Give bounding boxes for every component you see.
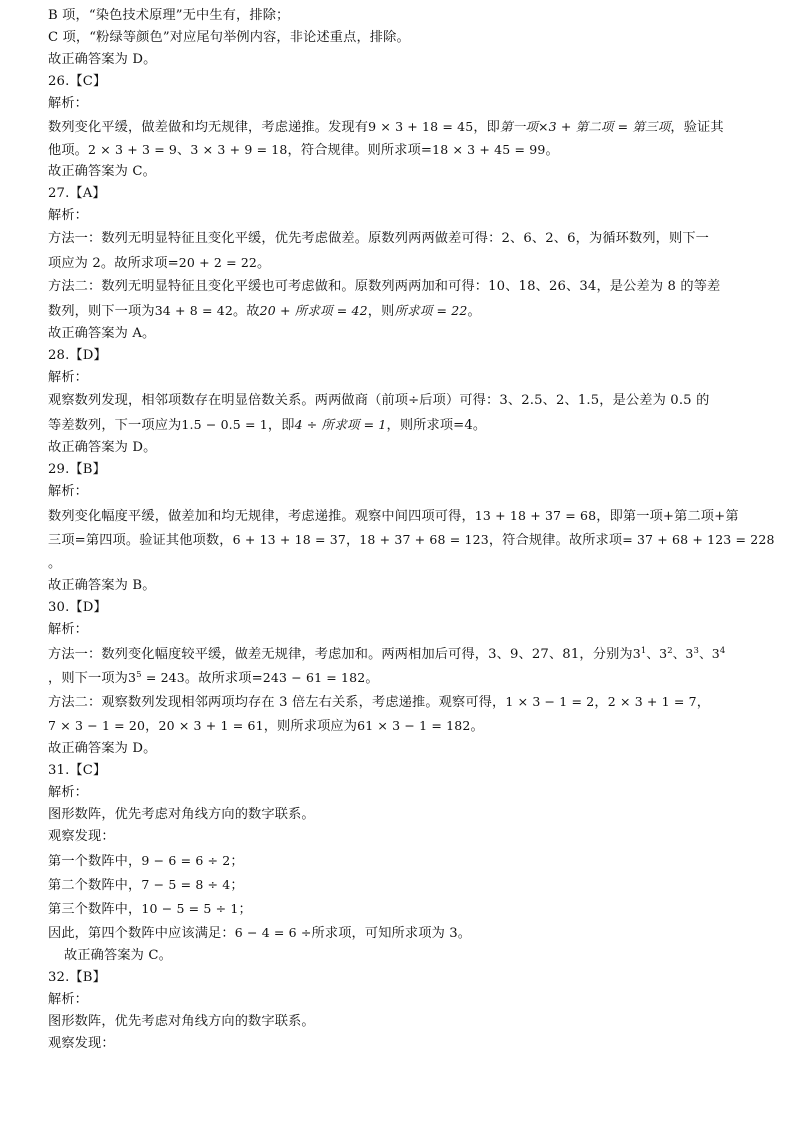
text: 。 bbox=[545, 143, 559, 158]
exponent: 2 bbox=[667, 646, 673, 656]
formula bbox=[128, 670, 185, 685]
power-base: 、3 bbox=[672, 646, 694, 661]
formula: = 37 + 68 + 123 = 228 bbox=[622, 532, 775, 547]
formula: 10 − 5 = 5 ÷ 1 bbox=[141, 901, 239, 916]
text: 。 bbox=[470, 719, 484, 734]
text: ，即第一项+第二项+第 bbox=[596, 509, 739, 524]
analysis-label: 解析： bbox=[48, 370, 89, 385]
text: ，则所求项=4。 bbox=[386, 418, 487, 433]
text-line: 图形数阵，优先考虑对角线方向的数字联系。 bbox=[48, 807, 315, 822]
text: 、 bbox=[177, 143, 191, 158]
exponent: 5 bbox=[136, 670, 142, 680]
question-number: 27.【A】 bbox=[48, 186, 106, 201]
formula: 18 × 3 + 45 = 99 bbox=[432, 142, 546, 157]
power-base: 3 bbox=[128, 670, 137, 685]
text: 所求项，可知所求项为 3。 bbox=[311, 926, 472, 941]
question-number: 31.【C】 bbox=[48, 763, 107, 778]
text-line: 观察发现： bbox=[48, 829, 115, 844]
text-line bbox=[48, 142, 559, 159]
formula: 4 ÷ 所求项 = 1 bbox=[294, 417, 387, 432]
text-line: 图形数阵，优先考虑对角线方向的数字联系。 bbox=[48, 1014, 315, 1029]
question-number: 26.【C】 bbox=[48, 74, 107, 89]
text-line bbox=[48, 718, 484, 735]
text-line bbox=[48, 119, 724, 136]
text: 项应为 2。故所求项= bbox=[48, 256, 179, 271]
question-number: 30.【D】 bbox=[48, 600, 107, 615]
text: ，则下一项为 bbox=[48, 671, 129, 686]
formula: 6 − 4 = 6 ÷ bbox=[234, 925, 312, 940]
text: 第二个数阵中， bbox=[48, 878, 142, 893]
text: 三项=第四项。验证其他项数， bbox=[48, 533, 233, 548]
text-line: C 项，“粉绿等颜色”对应尾句举例内容，非论述重点，排除。 bbox=[48, 30, 410, 45]
formula: 61 × 3 − 1 = 182 bbox=[357, 718, 471, 733]
text-line: 方法二：数列无明显特征且变化平缓也可考虑做和。原数列两两加和可得：10、18、26、34，是公差为 8 的等差 bbox=[48, 279, 721, 294]
text: ，则所求项应为 bbox=[263, 719, 358, 734]
text: 数列变化幅度平缓，做差加和均无规律，考虑递推。观察中间四项可得， bbox=[48, 509, 475, 524]
text: 第三个数阵中， bbox=[48, 902, 142, 917]
text-line bbox=[48, 532, 775, 549]
text: 。故 bbox=[232, 304, 260, 319]
exponent: 3 bbox=[693, 646, 700, 656]
text: ， bbox=[696, 695, 711, 710]
text: 他项。 bbox=[48, 143, 89, 158]
formula bbox=[633, 646, 726, 661]
text-line: 故正确答案为 C。 bbox=[48, 164, 156, 179]
text-line bbox=[48, 255, 270, 272]
formula: 3 × 3 + 9 = 18 bbox=[190, 142, 288, 157]
text: 。 bbox=[467, 304, 481, 319]
text-line bbox=[48, 417, 486, 434]
formula: 9 − 6 = 6 ÷ 2 bbox=[141, 853, 231, 868]
text: ； bbox=[238, 902, 252, 917]
text: 。故所求项= bbox=[184, 671, 263, 686]
text: ，即 bbox=[473, 120, 501, 135]
exponent: 1 bbox=[640, 646, 647, 656]
formula: 13 + 18 + 37 = 68 bbox=[474, 508, 597, 523]
text: ； bbox=[230, 878, 244, 893]
text: 第一个数阵中， bbox=[48, 854, 142, 869]
text: 数列变化平缓，做差做和均无规律，考虑递推。发现有 bbox=[48, 120, 369, 135]
text-line: 观察数列发现，相邻项数存在明显倍数关系。两两做商（前项÷后项）可得：3、2.5、2、1.5，是公差为 0.5 的 bbox=[48, 393, 710, 408]
text-line: 。 bbox=[48, 556, 62, 571]
formula: 9 × 3 + 18 = 45 bbox=[368, 119, 474, 134]
text-line: B 项，“染色技术原理”无中生有，排除； bbox=[48, 8, 290, 23]
text: 。 bbox=[365, 671, 379, 686]
text-line bbox=[48, 303, 481, 320]
formula: 34 + 8 = 42 bbox=[154, 303, 233, 318]
text: 等差数列，下一项应为 bbox=[48, 418, 182, 433]
text-line: 故正确答案为 D。 bbox=[48, 52, 157, 67]
formula: 18 + 37 + 68 = 123 bbox=[359, 532, 489, 547]
formula: 7 − 5 = 8 ÷ 4 bbox=[141, 877, 231, 892]
power-base: 、3 bbox=[699, 646, 720, 661]
analysis-label: 解析： bbox=[48, 785, 89, 800]
formula: 243 − 61 = 182 bbox=[262, 670, 366, 685]
text: 数列，则下一项为 bbox=[48, 304, 155, 319]
text-line: 故正确答案为 A。 bbox=[48, 326, 156, 341]
analysis-label: 解析： bbox=[48, 208, 89, 223]
text: ， bbox=[145, 719, 159, 734]
text: ，即 bbox=[267, 418, 295, 433]
text-line: 故正确答案为 D。 bbox=[48, 440, 157, 455]
text-line bbox=[48, 508, 739, 525]
formula: 2 × 3 + 3 = 9 bbox=[88, 142, 178, 157]
text-line bbox=[48, 694, 710, 711]
text-line bbox=[48, 646, 725, 664]
analysis-label: 解析： bbox=[48, 484, 89, 499]
formula: 7 × 3 − 1 = 20 bbox=[48, 718, 146, 733]
formula: 第一项×3 + 第二项 = 第三项 bbox=[500, 119, 671, 134]
question-number: 29.【B】 bbox=[48, 462, 106, 477]
text-line: 方法一：数列无明显特征且变化平缓，优先考虑做差。原数列两两做差可得：2、6、2、6，为循环数列，则下一 bbox=[48, 231, 710, 246]
formula: 20 + 2 = 22 bbox=[178, 255, 258, 270]
text: ， bbox=[345, 533, 360, 548]
text-line bbox=[48, 877, 244, 894]
text-line: 故正确答案为 D。 bbox=[48, 741, 157, 756]
formula: 20 + 所求项 = 42 bbox=[259, 303, 368, 318]
power-base: 、3 bbox=[646, 646, 668, 661]
text-line bbox=[48, 925, 471, 942]
analysis-label: 解析： bbox=[48, 992, 89, 1007]
text-line bbox=[48, 901, 252, 918]
text-line bbox=[48, 670, 379, 688]
formula: 2 × 3 + 1 = 7 bbox=[607, 694, 697, 709]
question-number: 32.【B】 bbox=[48, 970, 106, 985]
text-line: 故正确答案为 B。 bbox=[48, 578, 156, 593]
formula: 所求项 = 22 bbox=[394, 303, 468, 318]
formula-rest: = 243 bbox=[141, 670, 185, 685]
text: 因此，第四个数阵中应该满足： bbox=[48, 926, 235, 941]
text: 方法一：数列变化幅度较平缓，做差无规律，考虑加和。两两相加后可得，3、9、27、81，分别为 bbox=[48, 647, 633, 662]
formula: 6 + 13 + 18 = 37 bbox=[232, 532, 346, 547]
text: 方法二：观察数列发现相邻两项均存在 3 倍左右关系，考虑递推。观察可得， bbox=[48, 695, 506, 710]
text: ； bbox=[230, 854, 244, 869]
formula: 20 × 3 + 1 = 61 bbox=[158, 718, 264, 733]
text: ，则 bbox=[367, 304, 395, 319]
question-number: 28.【D】 bbox=[48, 348, 107, 363]
power-base: 3 bbox=[632, 646, 641, 661]
text: ，验证其 bbox=[670, 120, 724, 135]
formula: 1.5 − 0.5 = 1 bbox=[181, 417, 268, 432]
analysis-label: 解析： bbox=[48, 96, 89, 111]
text: ，符合规律。故所求项 bbox=[488, 533, 623, 548]
text-line: 观察发现： bbox=[48, 1036, 115, 1051]
analysis-label: 解析： bbox=[48, 622, 89, 637]
text: 。 bbox=[257, 256, 271, 271]
text-line: 故正确答案为 C。 bbox=[64, 948, 172, 963]
text: ，符合规律。则所求项= bbox=[287, 143, 433, 158]
formula: 1 × 3 − 1 = 2 bbox=[505, 694, 595, 709]
text: ， bbox=[594, 695, 608, 710]
exponent: 4 bbox=[719, 646, 726, 656]
text-line bbox=[48, 853, 244, 870]
